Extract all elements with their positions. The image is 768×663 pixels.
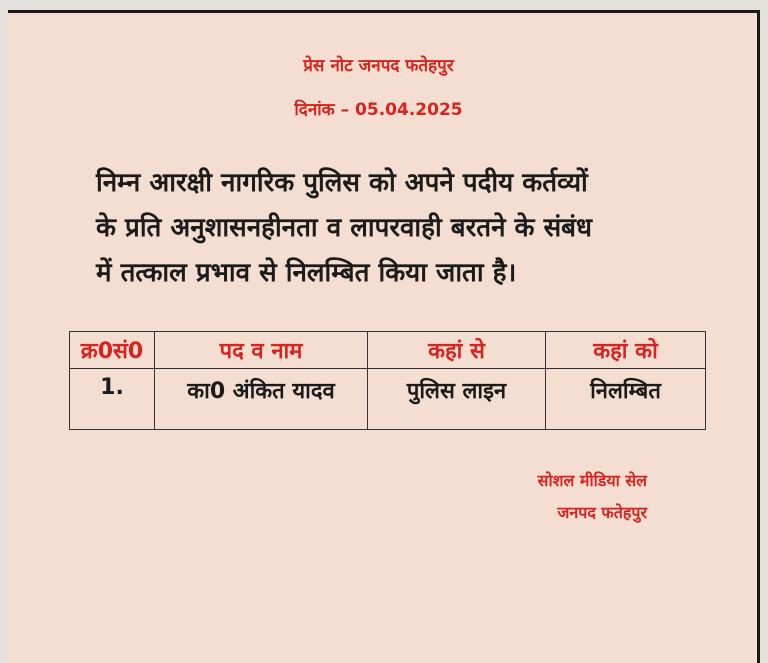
order-body-text [96, 161, 716, 296]
press-note-date: दिनांक – 05.04.2025 [294, 100, 463, 120]
cell-post-name: का0 अंकित यादव [155, 369, 368, 430]
column-header-to: कहां को [546, 332, 706, 369]
order-body-line: निम्न आरक्षी नागरिक पुलिस को अपने पदीय कर्तव्यों [96, 168, 588, 198]
order-body-line: में तत्काल प्रभाव से निलम्बित किया जाता है। [96, 258, 517, 288]
order-body-line: के प्रति अनुशासनहीनता व लापरवाही बरतने के संबंध [96, 213, 592, 243]
table-row [70, 369, 706, 430]
suspension-table [69, 331, 706, 430]
signature-line-1: सोशल मीडिया सेल [537, 471, 647, 490]
table-header-row [70, 332, 706, 369]
cell-from: पुलिस लाइन [368, 369, 546, 430]
column-header-from: कहां से [368, 332, 546, 369]
column-header-post-name: पद व नाम [155, 332, 368, 369]
column-header-serial: क्र0सं0 [70, 332, 155, 369]
cell-to: निलम्बित [546, 369, 706, 430]
press-note-title: प्रेस नोट जनपद फतेहपुर [303, 56, 454, 76]
signature-line-2: जनपद फतेहपुर [557, 503, 647, 522]
cell-serial: 1. [70, 369, 155, 430]
press-note-document [8, 10, 760, 663]
